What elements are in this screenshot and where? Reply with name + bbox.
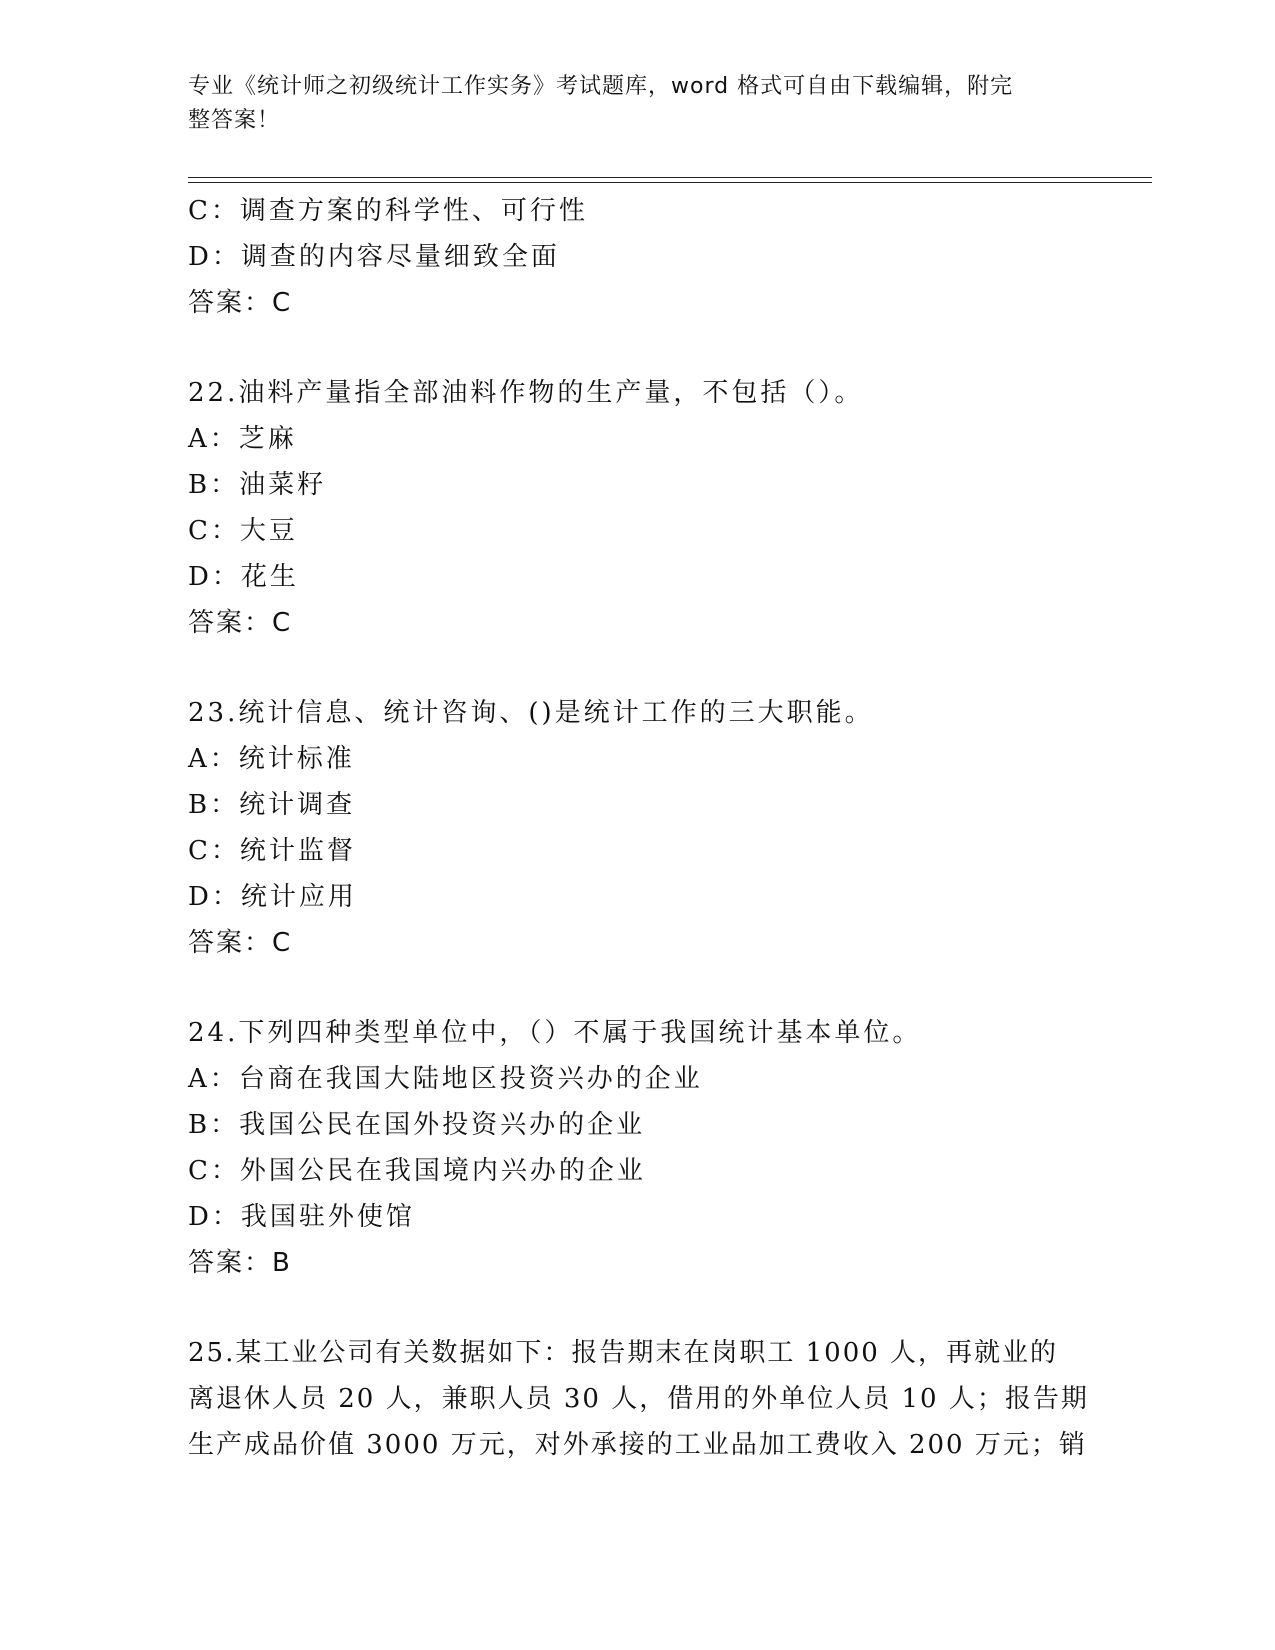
option-a: A：统计标准	[188, 744, 355, 774]
option-a: A：芝麻	[188, 424, 297, 454]
question-stem-line-1: 25.某工业公司有关数据如下：报告期末在岗职工 1000 人，再就业的	[188, 1338, 1059, 1368]
option-d: D：统计应用	[188, 882, 357, 912]
answer: 答案：B	[188, 1248, 292, 1278]
question-21-tail	[188, 188, 1088, 326]
option-b: B：统计调查	[188, 790, 356, 820]
option-c: C：调查方案的科学性、可行性	[188, 196, 588, 226]
option-c: C：大豆	[188, 516, 298, 546]
question-stem: 22.油料产量指全部油料作物的生产量，不包括（）。	[188, 378, 864, 408]
header-line-2: 整答案！	[188, 108, 281, 133]
option-b: B：油菜籽	[188, 470, 327, 500]
question-23	[188, 690, 1088, 966]
option-c: C：统计监督	[188, 836, 356, 866]
answer: 答案：C	[188, 928, 293, 958]
option-b: B：我国公民在国外投资兴办的企业	[188, 1110, 646, 1140]
question-list	[188, 188, 1088, 1468]
question-24	[188, 1010, 1088, 1286]
page-header	[188, 70, 1068, 138]
header-rule-top	[188, 177, 1152, 178]
question-stem: 23.统计信息、统计咨询、()是统计工作的三大职能。	[188, 698, 874, 728]
option-d: D：调查的内容尽量细致全面	[188, 242, 560, 272]
question-stem-line-2: 离退休人员 20 人，兼职人员 30 人，借用的外单位人员 10 人；报告期	[188, 1384, 1089, 1414]
option-d: D：花生	[188, 562, 299, 592]
header-rule-bottom	[188, 182, 1152, 183]
question-22	[188, 370, 1088, 646]
option-d: D：我国驻外使馆	[188, 1202, 415, 1232]
question-stem: 24.下列四种类型单位中，（）不属于我国统计基本单位。	[188, 1018, 922, 1048]
answer: 答案：C	[188, 608, 293, 638]
question-25	[188, 1330, 1088, 1468]
option-c: C：外国公民在我国境内兴办的企业	[188, 1156, 646, 1186]
option-a: A：台商在我国大陆地区投资兴办的企业	[188, 1064, 703, 1094]
question-stem-line-3: 生产成品价值 3000 万元，对外承接的工业品加工费收入 200 万元；销	[188, 1430, 1087, 1460]
answer: 答案：C	[188, 288, 293, 318]
header-line-1: 专业《统计师之初级统计工作实务》考试题库，word 格式可自由下载编辑，附完	[188, 74, 1014, 99]
